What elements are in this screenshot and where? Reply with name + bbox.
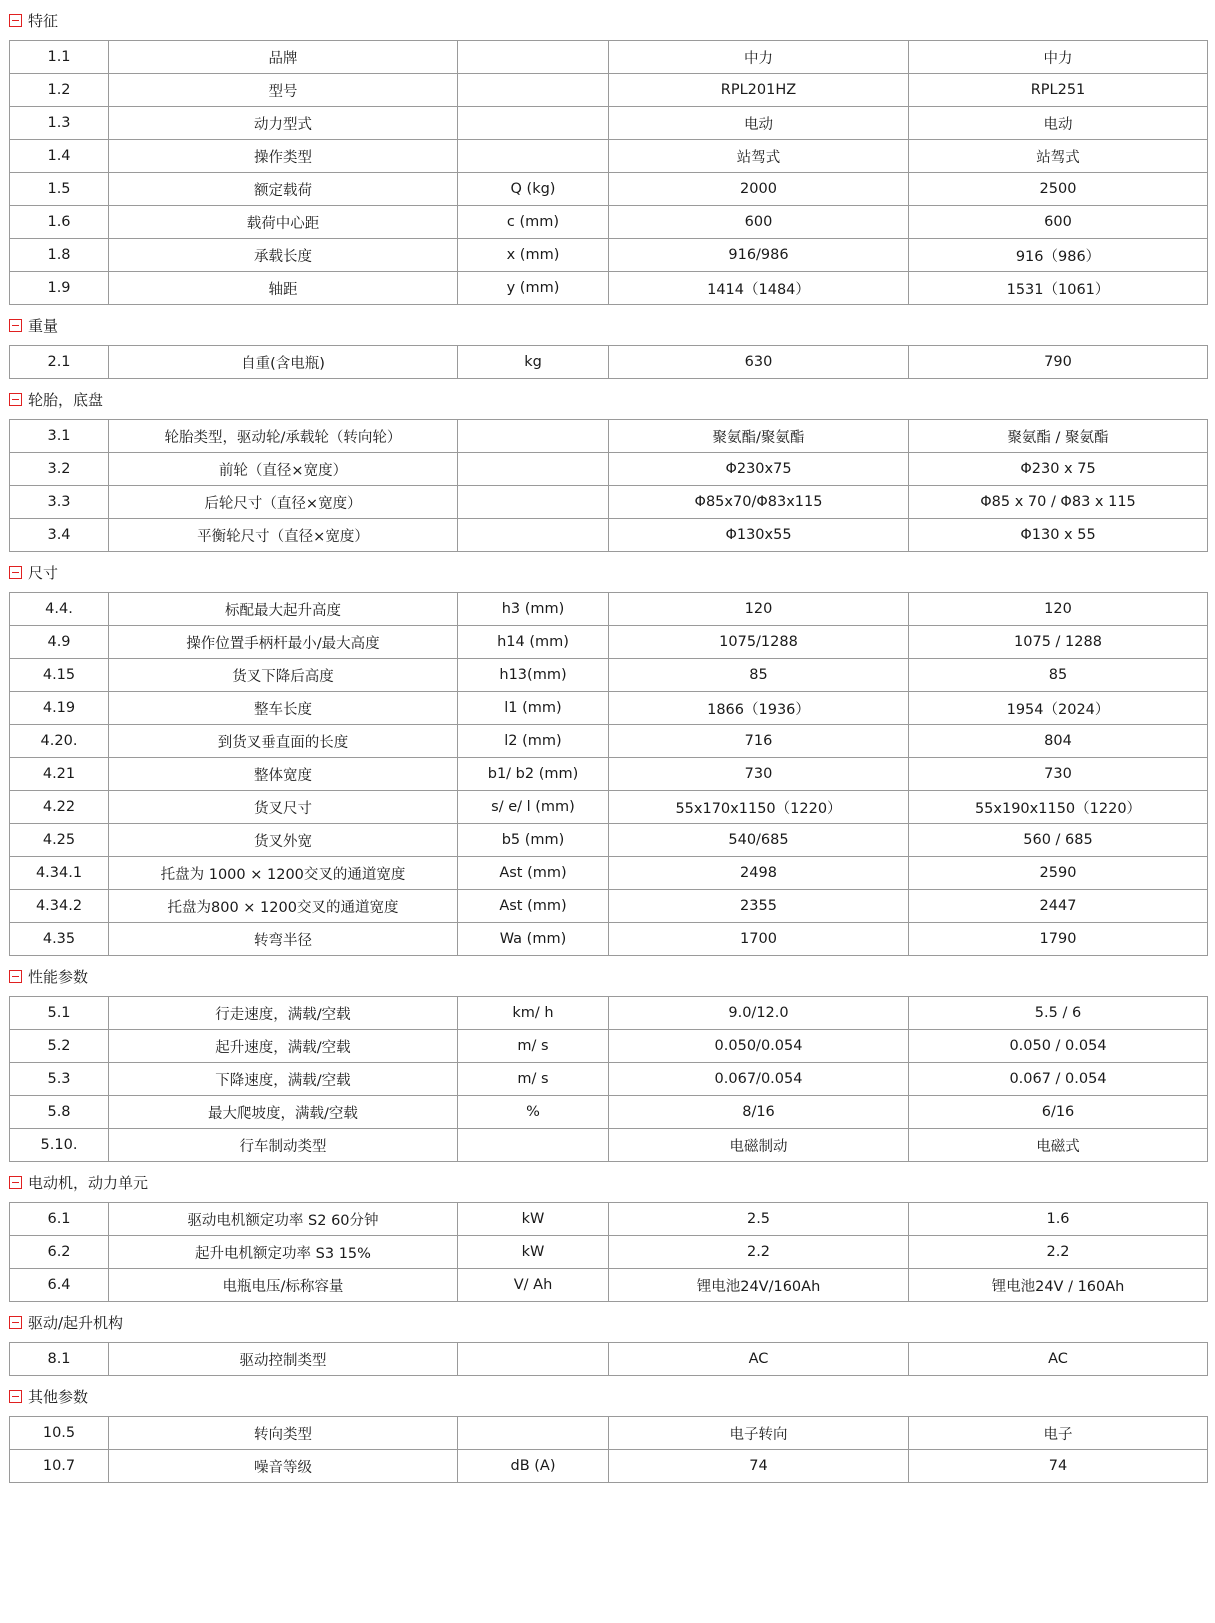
section-header[interactable] [0,956,1215,996]
table-row [10,1096,1208,1129]
table-row [10,453,1208,486]
row-number-cell: 3.2 [10,453,109,486]
table-row [10,997,1208,1030]
table-row [10,857,1208,890]
unit-cell: kW [458,1203,609,1236]
row-number-cell: 2.1 [10,346,109,379]
unit-cell: h14 (mm) [458,626,609,659]
row-number-cell: 1.5 [10,173,109,206]
model-2-value-cell: 2500 [909,173,1208,206]
parameter-name-cell: 整体宽度 [109,758,458,791]
unit-cell: h13(mm) [458,659,609,692]
model-2-value-cell: 5.5 / 6 [909,997,1208,1030]
model-2-value-cell: 电磁式 [909,1129,1208,1162]
model-2-value-cell: 1075 / 1288 [909,626,1208,659]
unit-cell: Ast (mm) [458,890,609,923]
row-number-cell: 8.1 [10,1343,109,1376]
model-2-value-cell: 1790 [909,923,1208,956]
parameter-name-cell: 最大爬坡度，满载/空载 [109,1096,458,1129]
unit-cell: x (mm) [458,239,609,272]
table-row [10,659,1208,692]
parameter-name-cell: 电瓶电压/标称容量 [109,1269,458,1302]
section-header[interactable] [0,1302,1215,1342]
collapse-minus-icon[interactable] [9,566,22,579]
model-2-value-cell: 916（986） [909,239,1208,272]
parameter-name-cell: 托盘为 1000 × 1200交叉的通道宽度 [109,857,458,890]
spec-table [9,1202,1208,1302]
section-title: 其他参数 [28,1387,89,1406]
section-title: 特征 [28,11,59,30]
unit-cell: kg [458,346,609,379]
unit-cell [458,486,609,519]
unit-cell [458,1129,609,1162]
row-number-cell: 1.8 [10,239,109,272]
table-row [10,1343,1208,1376]
section-title: 电动机，动力单元 [28,1173,149,1192]
model-2-value-cell: 1531（1061） [909,272,1208,305]
row-number-cell: 1.2 [10,74,109,107]
row-number-cell: 5.2 [10,1030,109,1063]
parameter-name-cell: 驱动控制类型 [109,1343,458,1376]
table-row [10,140,1208,173]
table-row [10,758,1208,791]
model-1-value-cell: 电子转向 [609,1417,909,1450]
section-header[interactable] [0,0,1215,40]
row-number-cell: 6.1 [10,1203,109,1236]
collapse-minus-icon[interactable] [9,970,22,983]
table-row [10,206,1208,239]
table-row [10,272,1208,305]
row-number-cell: 4.21 [10,758,109,791]
model-1-value-cell: 2.5 [609,1203,909,1236]
parameter-name-cell: 货叉外宽 [109,824,458,857]
parameter-name-cell: 噪音等级 [109,1450,458,1483]
model-1-value-cell: 916/986 [609,239,909,272]
model-1-value-cell: 0.050/0.054 [609,1030,909,1063]
parameter-name-cell: 动力型式 [109,107,458,140]
model-2-value-cell: 790 [909,346,1208,379]
parameter-name-cell: 后轮尺寸（直径×宽度） [109,486,458,519]
spec-section [0,0,1215,305]
table-row [10,692,1208,725]
model-1-value-cell: 电磁制动 [609,1129,909,1162]
row-number-cell: 1.1 [10,41,109,74]
model-1-value-cell: 2000 [609,173,909,206]
parameter-name-cell: 货叉尺寸 [109,791,458,824]
model-1-value-cell: 站驾式 [609,140,909,173]
unit-cell: l1 (mm) [458,692,609,725]
parameter-name-cell: 起升电机额定功率 S3 15% [109,1236,458,1269]
row-number-cell: 4.25 [10,824,109,857]
model-1-value-cell: 9.0/12.0 [609,997,909,1030]
collapse-minus-icon[interactable] [9,319,22,332]
table-row [10,173,1208,206]
model-2-value-cell: 0.050 / 0.054 [909,1030,1208,1063]
table-row [10,486,1208,519]
spec-section [0,1302,1215,1376]
row-number-cell: 4.4. [10,593,109,626]
model-2-value-cell: 2447 [909,890,1208,923]
table-row [10,626,1208,659]
unit-cell: V/ Ah [458,1269,609,1302]
unit-cell [458,420,609,453]
spec-section [0,956,1215,1162]
parameter-name-cell: 下降速度，满载/空载 [109,1063,458,1096]
unit-cell: y (mm) [458,272,609,305]
model-2-value-cell: 74 [909,1450,1208,1483]
section-header[interactable] [0,1162,1215,1202]
table-row [10,519,1208,552]
table-row [10,1129,1208,1162]
model-1-value-cell: 630 [609,346,909,379]
model-1-value-cell: 1700 [609,923,909,956]
row-number-cell: 3.3 [10,486,109,519]
model-1-value-cell: 55x170x1150（1220） [609,791,909,824]
table-row [10,1450,1208,1483]
section-header[interactable] [0,379,1215,419]
spec-table [9,996,1208,1162]
parameter-name-cell: 行车制动类型 [109,1129,458,1162]
model-1-value-cell: 716 [609,725,909,758]
table-row [10,593,1208,626]
spec-table [9,1416,1208,1483]
collapse-minus-icon[interactable] [9,1390,22,1403]
model-1-value-cell: 2.2 [609,1236,909,1269]
parameter-name-cell: 托盘为800 × 1200交叉的通道宽度 [109,890,458,923]
spec-table [9,1342,1208,1376]
row-number-cell: 1.3 [10,107,109,140]
model-2-value-cell: Φ85 x 70 / Φ83 x 115 [909,486,1208,519]
spec-section [0,379,1215,552]
model-1-value-cell: 1075/1288 [609,626,909,659]
model-2-value-cell: 6/16 [909,1096,1208,1129]
model-2-value-cell: 560 / 685 [909,824,1208,857]
unit-cell: % [458,1096,609,1129]
parameter-name-cell: 载荷中心距 [109,206,458,239]
unit-cell: s/ e/ l (mm) [458,791,609,824]
row-number-cell: 5.3 [10,1063,109,1096]
model-1-value-cell: 中力 [609,41,909,74]
model-1-value-cell: 1414（1484） [609,272,909,305]
unit-cell: Q (kg) [458,173,609,206]
model-1-value-cell: 2355 [609,890,909,923]
row-number-cell: 4.19 [10,692,109,725]
table-row [10,824,1208,857]
unit-cell [458,107,609,140]
model-2-value-cell: 2.2 [909,1236,1208,1269]
unit-cell: kW [458,1236,609,1269]
table-row [10,74,1208,107]
model-2-value-cell: 600 [909,206,1208,239]
row-number-cell: 1.9 [10,272,109,305]
parameter-name-cell: 整车长度 [109,692,458,725]
row-number-cell: 4.35 [10,923,109,956]
model-1-value-cell: Φ85x70/Φ83x115 [609,486,909,519]
parameter-name-cell: 轮胎类型，驱动轮/承载轮（转向轮） [109,420,458,453]
collapse-minus-icon[interactable] [9,1176,22,1189]
parameter-name-cell: 驱动电机额定功率 S2 60分钟 [109,1203,458,1236]
spec-table [9,419,1208,552]
model-2-value-cell: 120 [909,593,1208,626]
unit-cell: m/ s [458,1030,609,1063]
unit-cell: dB (A) [458,1450,609,1483]
unit-cell [458,74,609,107]
section-header[interactable] [0,552,1215,592]
row-number-cell: 5.8 [10,1096,109,1129]
collapse-minus-icon[interactable] [9,1316,22,1329]
model-2-value-cell: 中力 [909,41,1208,74]
parameter-name-cell: 起升速度，满载/空载 [109,1030,458,1063]
model-1-value-cell: 8/16 [609,1096,909,1129]
model-1-value-cell: 聚氨酯/聚氨酯 [609,420,909,453]
parameter-name-cell: 自重(含电瓶) [109,346,458,379]
model-1-value-cell: 0.067/0.054 [609,1063,909,1096]
unit-cell [458,140,609,173]
spec-section [0,1162,1215,1302]
table-row [10,890,1208,923]
model-2-value-cell: RPL251 [909,74,1208,107]
spec-section [0,1376,1215,1483]
unit-cell: b1/ b2 (mm) [458,758,609,791]
unit-cell: b5 (mm) [458,824,609,857]
spec-section [0,552,1215,956]
spec-table [9,345,1208,379]
parameter-name-cell: 前轮（直径×宽度） [109,453,458,486]
row-number-cell: 4.22 [10,791,109,824]
parameter-name-cell: 额定载荷 [109,173,458,206]
row-number-cell: 4.9 [10,626,109,659]
unit-cell: h3 (mm) [458,593,609,626]
section-title: 轮胎，底盘 [28,390,104,409]
parameter-name-cell: 转向类型 [109,1417,458,1450]
row-number-cell: 5.1 [10,997,109,1030]
section-title: 尺寸 [28,563,59,582]
model-1-value-cell: AC [609,1343,909,1376]
model-2-value-cell: Φ130 x 55 [909,519,1208,552]
unit-cell: Ast (mm) [458,857,609,890]
parameter-name-cell: 行走速度，满载/空载 [109,997,458,1030]
model-1-value-cell: 74 [609,1450,909,1483]
unit-cell [458,453,609,486]
row-number-cell: 4.34.1 [10,857,109,890]
table-row [10,1203,1208,1236]
parameter-name-cell: 到货叉垂直面的长度 [109,725,458,758]
model-2-value-cell: 电动 [909,107,1208,140]
spec-table [9,592,1208,956]
row-number-cell: 3.4 [10,519,109,552]
row-number-cell: 6.4 [10,1269,109,1302]
table-row [10,1030,1208,1063]
spec-section [0,305,1215,379]
row-number-cell: 10.5 [10,1417,109,1450]
parameter-name-cell: 轴距 [109,272,458,305]
model-2-value-cell: 2590 [909,857,1208,890]
model-2-value-cell: 730 [909,758,1208,791]
table-row [10,791,1208,824]
model-2-value-cell: 锂电池24V / 160Ah [909,1269,1208,1302]
model-2-value-cell: Φ230 x 75 [909,453,1208,486]
row-number-cell: 4.15 [10,659,109,692]
model-1-value-cell: 120 [609,593,909,626]
model-1-value-cell: 540/685 [609,824,909,857]
model-1-value-cell: 600 [609,206,909,239]
model-2-value-cell: 55x190x1150（1220） [909,791,1208,824]
table-row [10,107,1208,140]
unit-cell: km/ h [458,997,609,1030]
parameter-name-cell: 操作类型 [109,140,458,173]
table-row [10,1063,1208,1096]
model-2-value-cell: 聚氨酯 / 聚氨酯 [909,420,1208,453]
section-title: 性能参数 [28,967,89,986]
parameter-name-cell: 承载长度 [109,239,458,272]
parameter-name-cell: 标配最大起升高度 [109,593,458,626]
model-2-value-cell: AC [909,1343,1208,1376]
parameter-name-cell: 操作位置手柄杆最小/最大高度 [109,626,458,659]
unit-cell: m/ s [458,1063,609,1096]
model-2-value-cell: 85 [909,659,1208,692]
row-number-cell: 1.4 [10,140,109,173]
parameter-name-cell: 品牌 [109,41,458,74]
table-row [10,346,1208,379]
unit-cell [458,1343,609,1376]
row-number-cell: 4.34.2 [10,890,109,923]
collapse-minus-icon[interactable] [9,393,22,406]
table-row [10,725,1208,758]
model-2-value-cell: 0.067 / 0.054 [909,1063,1208,1096]
model-1-value-cell: 电动 [609,107,909,140]
section-title: 驱动/起升机构 [28,1313,124,1332]
parameter-name-cell: 型号 [109,74,458,107]
model-1-value-cell: 2498 [609,857,909,890]
model-1-value-cell: Φ130x55 [609,519,909,552]
parameter-name-cell: 货叉下降后高度 [109,659,458,692]
table-row [10,420,1208,453]
row-number-cell: 4.20. [10,725,109,758]
row-number-cell: 6.2 [10,1236,109,1269]
row-number-cell: 1.6 [10,206,109,239]
collapse-minus-icon[interactable] [9,14,22,27]
parameter-name-cell: 平衡轮尺寸（直径×宽度） [109,519,458,552]
unit-cell [458,1417,609,1450]
model-1-value-cell: RPL201HZ [609,74,909,107]
unit-cell: c (mm) [458,206,609,239]
unit-cell: l2 (mm) [458,725,609,758]
model-2-value-cell: 站驾式 [909,140,1208,173]
parameter-name-cell: 转弯半径 [109,923,458,956]
model-2-value-cell: 电子 [909,1417,1208,1450]
table-row [10,1269,1208,1302]
model-1-value-cell: Φ230x75 [609,453,909,486]
spec-table [9,40,1208,305]
model-1-value-cell: 85 [609,659,909,692]
unit-cell [458,41,609,74]
model-1-value-cell: 730 [609,758,909,791]
table-row [10,239,1208,272]
section-header[interactable] [0,305,1215,345]
model-2-value-cell: 804 [909,725,1208,758]
unit-cell: Wa (mm) [458,923,609,956]
row-number-cell: 3.1 [10,420,109,453]
model-1-value-cell: 1866（1936） [609,692,909,725]
table-row [10,1236,1208,1269]
table-row [10,1417,1208,1450]
section-title: 重量 [28,316,59,335]
row-number-cell: 10.7 [10,1450,109,1483]
section-header[interactable] [0,1376,1215,1416]
row-number-cell: 5.10. [10,1129,109,1162]
model-2-value-cell: 1954（2024） [909,692,1208,725]
table-row [10,41,1208,74]
table-row [10,923,1208,956]
unit-cell [458,519,609,552]
model-1-value-cell: 锂电池24V/160Ah [609,1269,909,1302]
model-2-value-cell: 1.6 [909,1203,1208,1236]
